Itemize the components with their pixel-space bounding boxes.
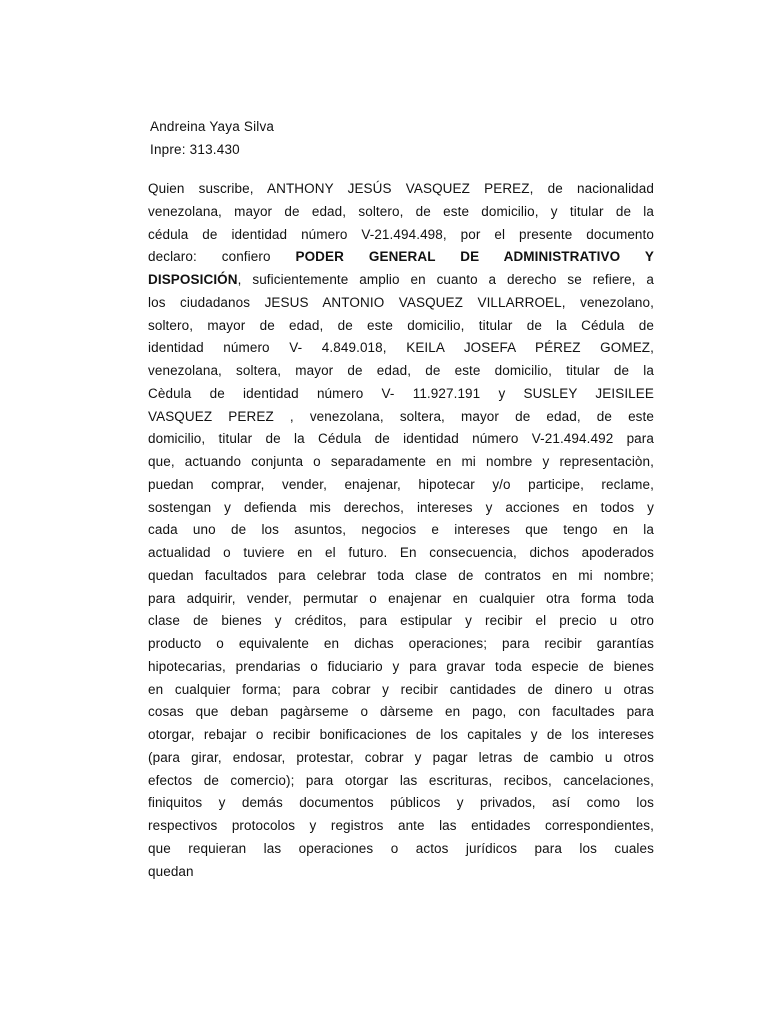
author-name: Andreina Yaya Silva	[150, 119, 275, 134]
body-line: domicilio, titular de la Cédula de identidad número V-21.494.492 para	[148, 431, 654, 447]
body-line-suffix: , suficientemente amplio en cuanto a derecho se refiere, a	[237, 272, 654, 287]
disposicion-heading: DISPOSICIÓN	[148, 272, 238, 287]
body-line: venezolana, soltera, mayor de edad, de este domicilio, titular de la	[148, 363, 654, 378]
poder-general-heading: PODER GENERAL DE ADMINISTRATIVO Y	[295, 249, 655, 265]
body-line: efectos de comercio); para otorgar las escrituras, recibos, cancelaciones,	[148, 772, 654, 788]
body-line: que, actuando conjunta o separadamente en mi nombre y representaciòn,	[148, 454, 654, 469]
body-line: producto o equivalente en dichas operaciones; para recibir garantías	[148, 636, 654, 651]
inpre-number: Inpre: 313.430	[150, 142, 240, 157]
body-line: actualidad o tuviere en el futuro. En consecuencia, dichos apoderados	[148, 545, 654, 560]
body-line: clase de bienes y créditos, para estipular y recibir el precio u otro	[148, 613, 654, 629]
body-line: otorgar, rebajar o recibir bonificaciones de los capitales y de los intereses	[148, 727, 654, 742]
body-line: Quien suscribe, ANTHONY JESÚS VASQUEZ PEREZ, de nacionalidad	[148, 181, 654, 196]
body-line-final: quedan	[148, 863, 194, 879]
body-line: quedan facultados para celebrar toda clase de contratos en mi nombre;	[148, 567, 654, 583]
body-line: Cèdula de identidad número V- 11.927.191 y SUSLEY JEISILEE	[148, 385, 654, 401]
power-of-attorney-text	[148, 178, 654, 883]
body-line: hipotecarias, prendarias o fiduciario y para gravar toda especie de bienes	[148, 658, 654, 674]
body-line: cada uno de los asuntos, negocios e intereses que tengo en la	[148, 522, 654, 538]
body-line: los ciudadanos JESUS ANTONIO VASQUEZ VILLARROEL, venezolano,	[148, 294, 654, 310]
body-line-bold-start	[148, 246, 654, 269]
body-line: finiquitos y demás documentos públicos y privados, así como los	[148, 795, 654, 811]
body-line-bold-end	[148, 269, 654, 292]
body-line: identidad número V- 4.849.018, KEILA JOSEFA PÉREZ GOMEZ,	[148, 340, 654, 356]
body-line-prefix: declaro: confiero	[148, 249, 296, 265]
body-line: puedan comprar, vender, enajenar, hipotecar y/o participe, reclame,	[148, 476, 654, 492]
body-line: que requieran las operaciones o actos jurídicos para los cuales	[148, 840, 654, 856]
document-header	[150, 115, 660, 161]
body-line: venezolana, mayor de edad, soltero, de este domicilio, y titular de la	[148, 203, 654, 219]
body-line: sostengan y defienda mis derechos, intereses y acciones en todos y	[148, 499, 654, 515]
body-line: en cualquier forma; para cobrar y recibir cantidades de dinero u otras	[148, 681, 654, 697]
body-line: VASQUEZ PEREZ , venezolana, soltera, mayor de edad, de este	[148, 408, 654, 424]
body-line: respectivos protocolos y registros ante las entidades correspondientes,	[148, 818, 654, 833]
body-line: soltero, mayor de edad, de este domicilio, titular de la Cédula de	[148, 317, 654, 333]
body-line: para adquirir, vender, permutar o enajenar en cualquier otra forma toda	[148, 590, 654, 606]
body-line: cosas que deban pagàrseme o dàrseme en pago, con facultades para	[148, 704, 654, 720]
body-line: (para girar, endosar, protestar, cobrar y pagar letras de cambio u otros	[148, 749, 654, 765]
body-line: cédula de identidad número V-21.494.498, por el presente documento	[148, 226, 654, 242]
